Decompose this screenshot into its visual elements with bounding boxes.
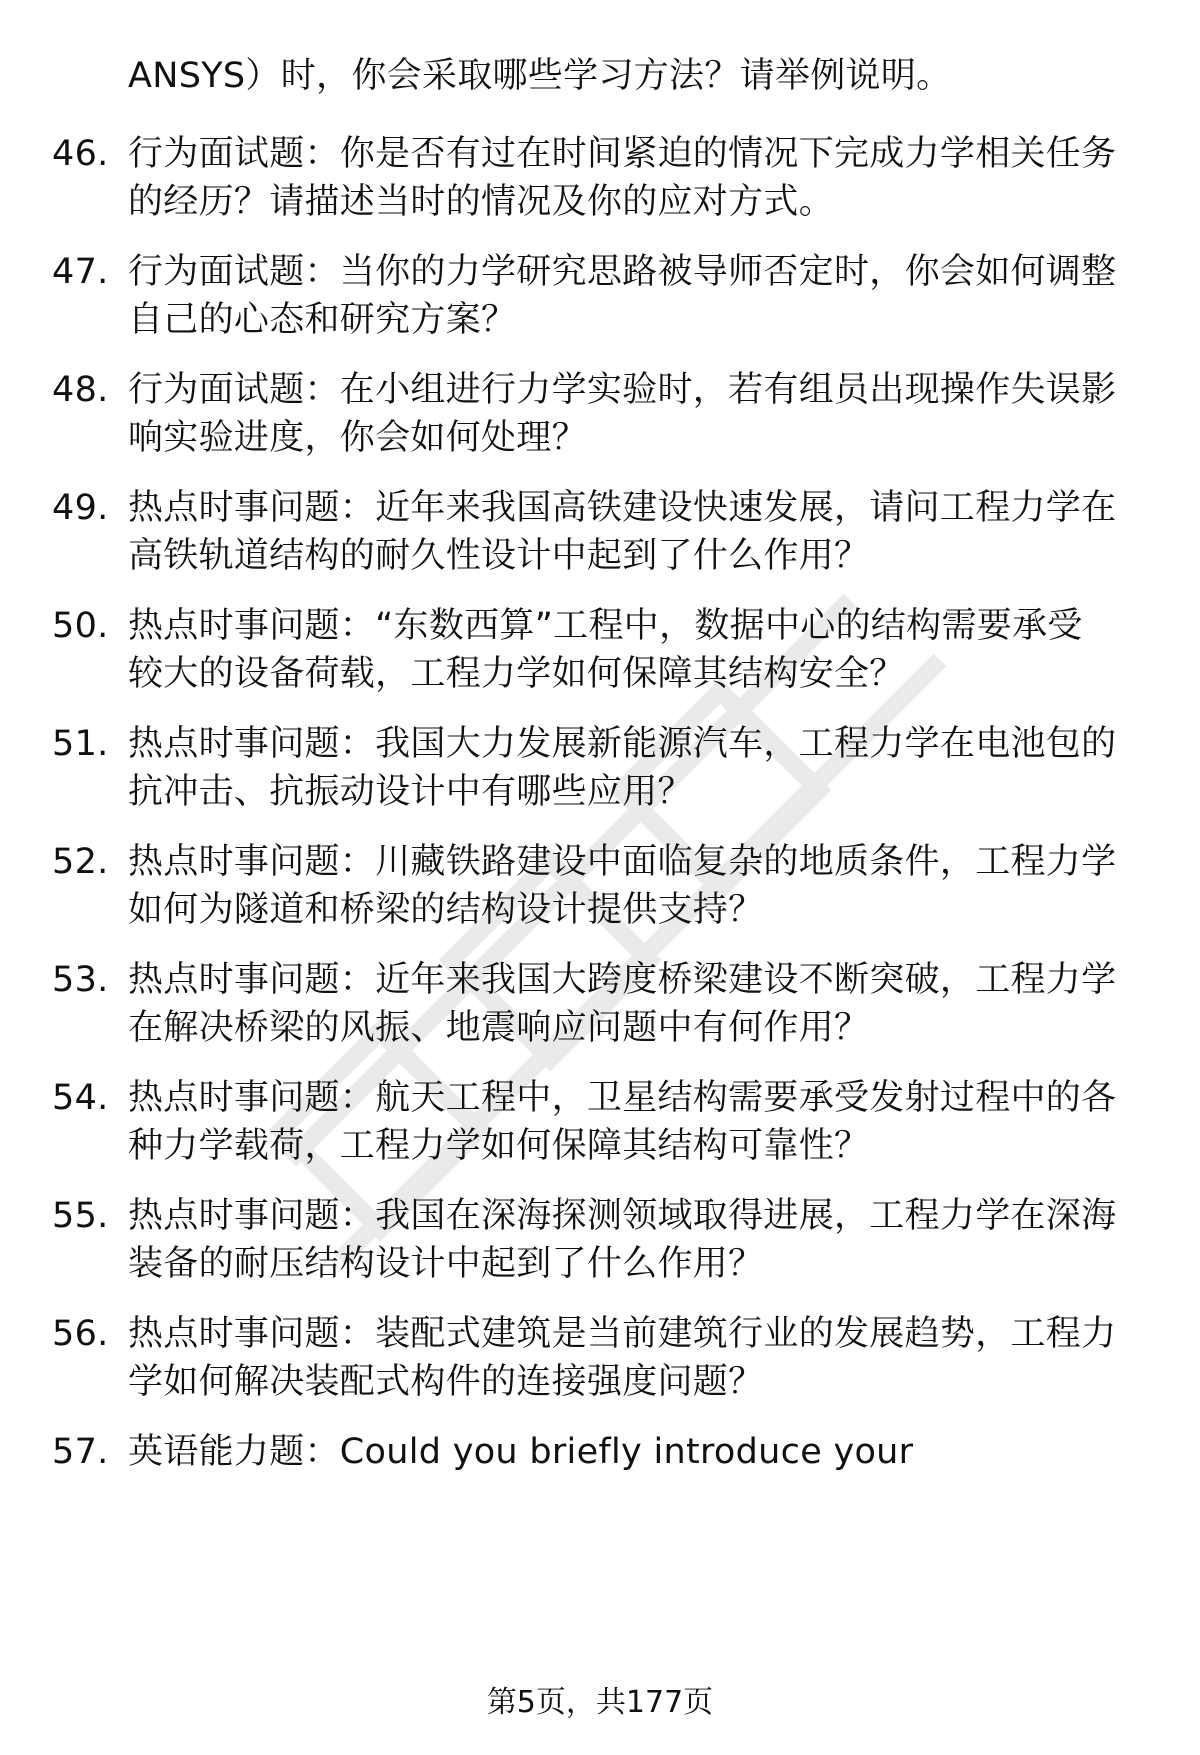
- item-continuation-line-1: ANSYS）时，你会采取哪些学习方法？请举例说明。: [128, 56, 952, 96]
- item-46-number: 46.: [52, 134, 109, 174]
- item-47-line-1: 行为面试题：当你的力学研究思路被导师否定时，你会如何调整: [128, 252, 1117, 292]
- item-52-number: 52.: [52, 842, 109, 882]
- item-55-line-2: 装备的耐压结构设计中起到了什么作用？: [128, 1244, 764, 1284]
- item-54-number: 54.: [52, 1078, 109, 1118]
- item-55-number: 55.: [52, 1196, 109, 1236]
- item-49-number: 49.: [52, 488, 109, 528]
- item-47-line-2: 自己的心态和研究方案？: [128, 300, 517, 340]
- item-50-line-2: 较大的设备荷载，工程力学如何保障其结构安全？: [128, 654, 905, 694]
- item-56-line-1: 热点时事问题：装配式建筑是当前建筑行业的发展趋势，工程力: [128, 1314, 1117, 1354]
- item-49-line-1: 热点时事问题：近年来我国高铁建设快速发展，请问工程力学在: [128, 488, 1117, 528]
- item-50-line-1: 热点时事问题：“东数西算”工程中，数据中心的结构需要承受: [128, 606, 1083, 646]
- item-52-line-1: 热点时事问题：川藏铁路建设中面临复杂的地质条件，工程力学: [128, 842, 1117, 882]
- item-53-number: 53.: [52, 960, 109, 1000]
- item-51-line-2: 抗冲击、抗振动设计中有哪些应用？: [128, 772, 693, 812]
- item-48-line-2: 响实验进度，你会如何处理？: [128, 418, 587, 458]
- item-57-number: 57.: [52, 1432, 109, 1472]
- item-54-line-1: 热点时事问题：航天工程中，卫星结构需要承受发射过程中的各: [128, 1078, 1117, 1118]
- item-48-line-1: 行为面试题：在小组进行力学实验时，若有组员出现操作失误影: [128, 370, 1117, 410]
- item-47-number: 47.: [52, 252, 109, 292]
- item-50-number: 50.: [52, 606, 109, 646]
- item-46-line-2: 的经历？请描述当时的情况及你的应对方式。: [128, 182, 835, 222]
- page-footer: 第5页，共177页: [486, 1685, 714, 1720]
- item-54-line-2: 种力学载荷，工程力学如何保障其结构可靠性？: [128, 1126, 870, 1166]
- item-53-line-2: 在解决桥梁的风振、地震响应问题中有何作用？: [128, 1008, 870, 1048]
- item-56-number: 56.: [52, 1314, 109, 1354]
- item-55-line-1: 热点时事问题：我国在深海探测领域取得进展，工程力学在深海: [128, 1196, 1117, 1236]
- item-56-line-2: 学如何解决装配式构件的连接强度问题？: [128, 1362, 764, 1402]
- item-48-number: 48.: [52, 370, 109, 410]
- item-51-line-1: 热点时事问题：我国大力发展新能源汽车，工程力学在电池包的: [128, 724, 1117, 764]
- item-51-number: 51.: [52, 724, 109, 764]
- item-46-line-1: 行为面试题：你是否有过在时间紧迫的情况下完成力学相关任务: [128, 134, 1117, 174]
- item-53-line-1: 热点时事问题：近年来我国大跨度桥梁建设不断突破，工程力学: [128, 960, 1117, 1000]
- item-57-line-1: 英语能力题：Could you briefly introduce your: [128, 1432, 914, 1472]
- item-49-line-2: 高铁轨道结构的耐久性设计中起到了什么作用？: [128, 536, 870, 576]
- item-52-line-2: 如何为隧道和桥梁的结构设计提供支持？: [128, 890, 764, 930]
